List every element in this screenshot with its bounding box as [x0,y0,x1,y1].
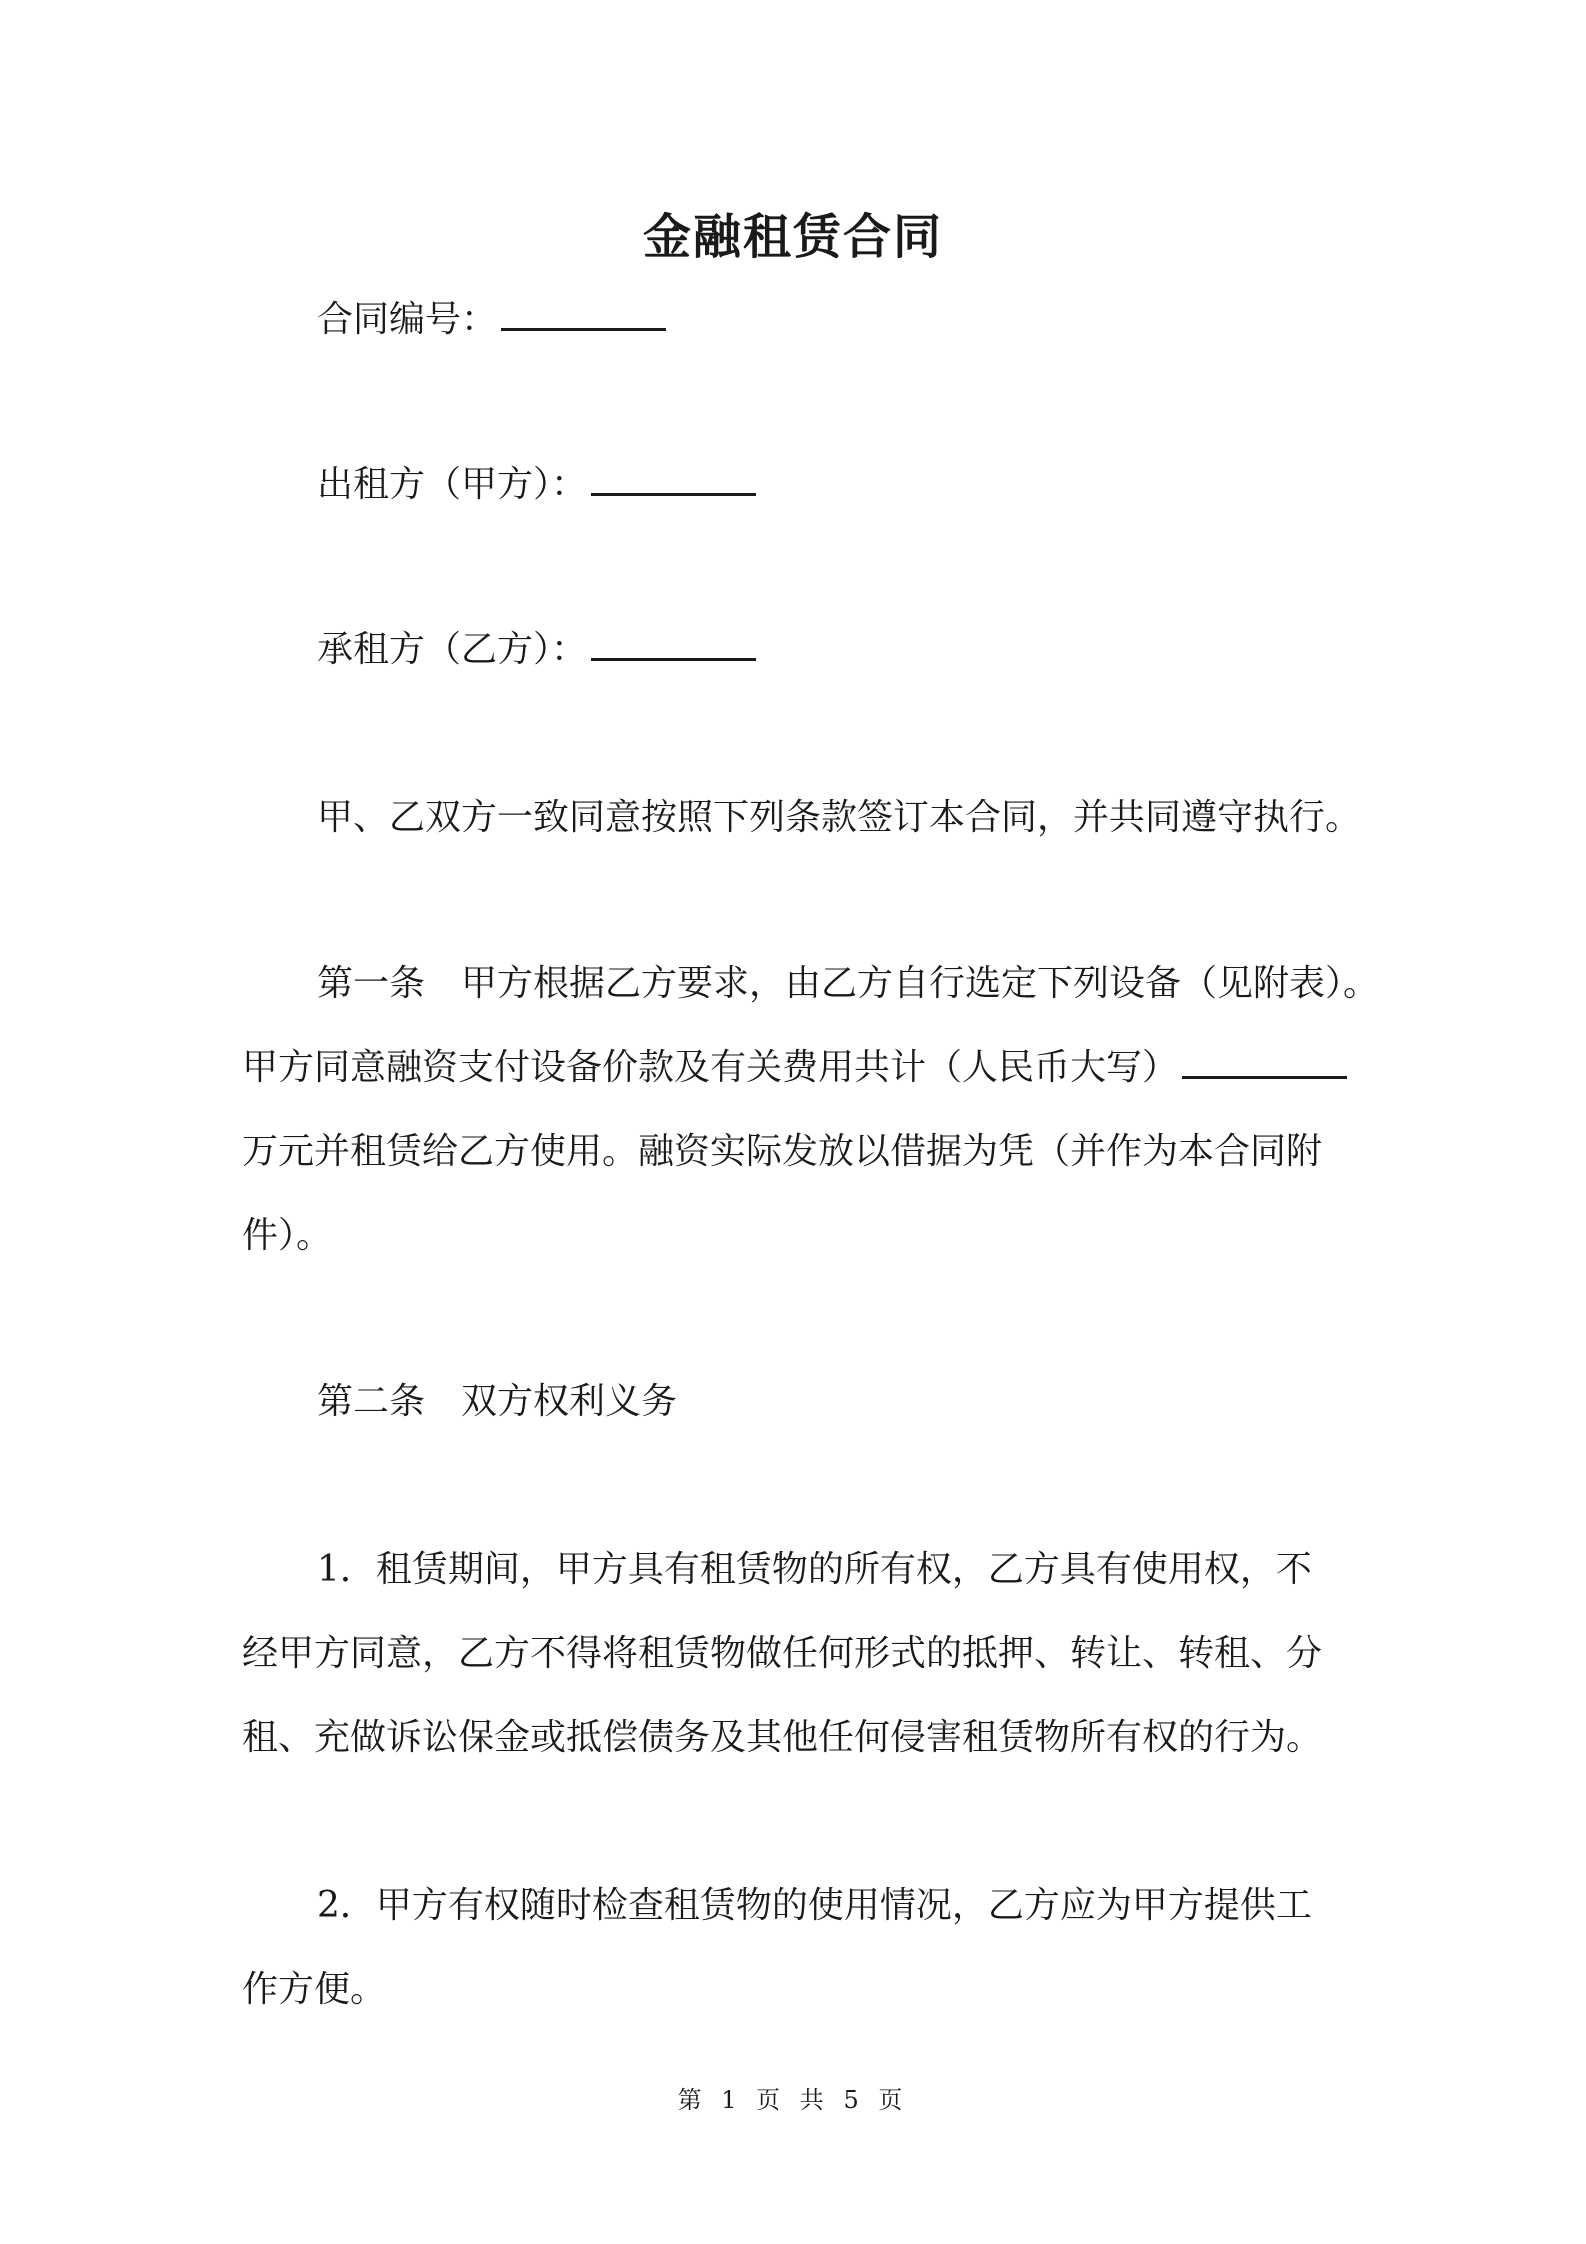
clause1-line2: 经甲方同意，乙方不得将租赁物做任何形式的抵押、转让、转租、分 [242,1633,1323,1674]
article2-heading: 第二条 双方权利义务 [317,1381,678,1422]
amount-blank [1182,1048,1347,1079]
lessor-field [317,455,1447,515]
preamble-text: 甲、乙双方一致同意按照下列条款签订本合同，并共同遵守执行。 [317,797,1362,838]
article1-line3: 万元并租赁给乙方使用。融资实际发放以借据为凭（并作为本合同附 [242,1131,1323,1172]
document-title: 金融租赁合同 [642,209,943,265]
article1-line4: 件）。 [242,1215,333,1256]
clause2-line1: 2．甲方有权随时检查租赁物的使用情况，乙方应为甲方提供工 [317,1885,1312,1926]
contract-number-blank [501,300,666,331]
clause1-line1: 1．租赁期间，甲方具有租赁物的所有权，乙方具有使用权，不 [317,1549,1312,1590]
article1-line2-text: 甲方同意融资支付设备价款及有关费用共计（人民币大写） [242,1047,1179,1088]
lessee-blank [591,630,756,661]
clause1-line3: 租、充做诉讼保金或抵偿债务及其他任何侵害租赁物所有权的行为。 [242,1717,1323,1758]
article1-line1: 第一条 甲方根据乙方要求，由乙方自行选定下列设备（见附表）。 [317,963,1380,1004]
lessee-label: 承租方（乙方）： [317,629,588,670]
lessee-field [317,620,1447,680]
page-indicator: 第 1 页 共 5 页 [677,2086,909,2114]
article1-line2 [242,1038,1372,1098]
contract-number-field [317,290,1447,350]
contract-number-label: 合同编号： [317,299,498,340]
clause2-line2: 作方便。 [242,1969,387,2010]
lessor-label: 出租方（甲方）： [317,464,588,505]
lessor-blank [591,465,756,496]
